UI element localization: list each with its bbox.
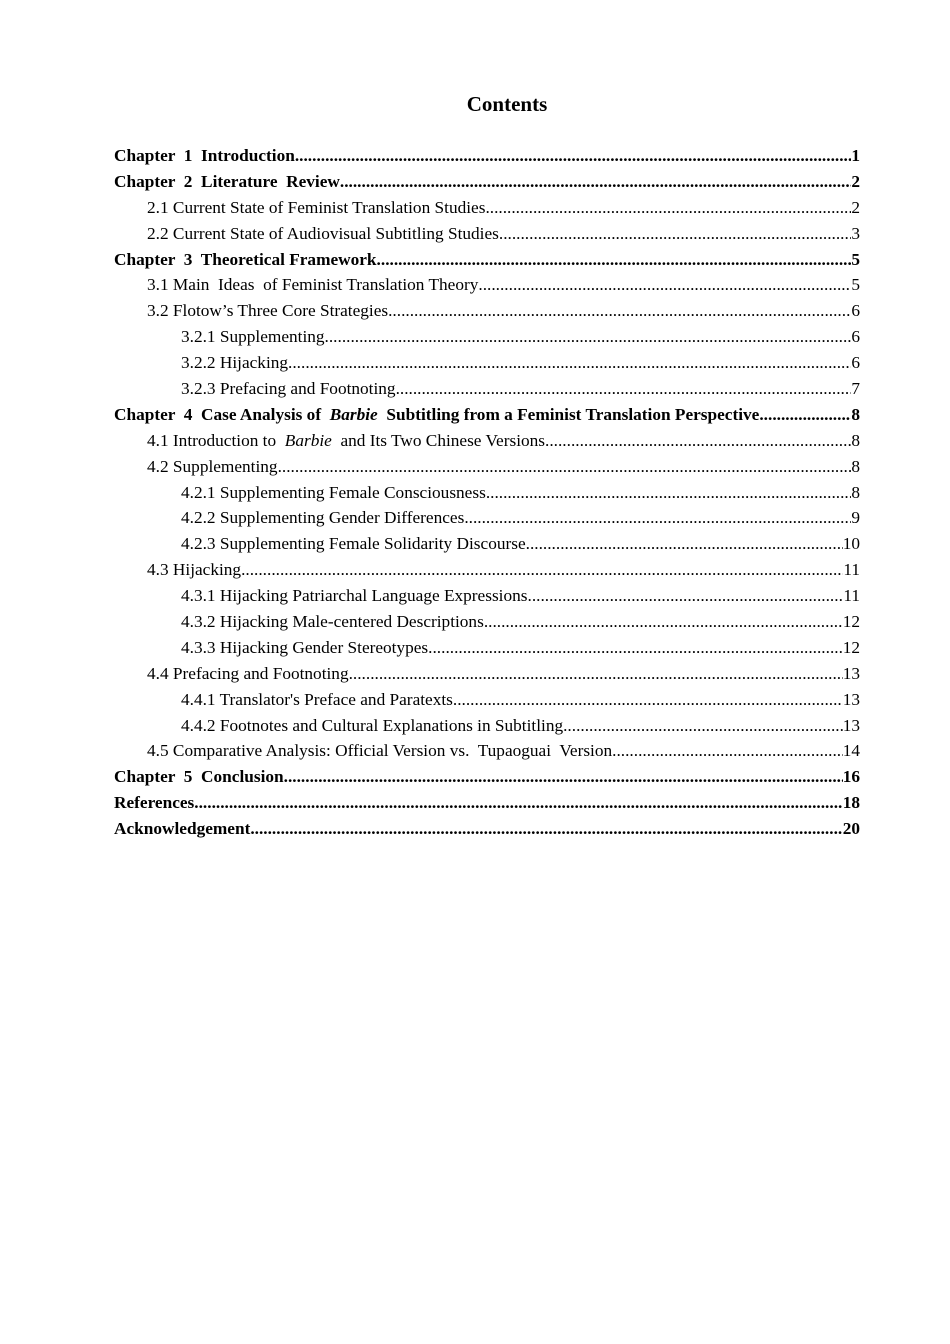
- title-text: 4.3.1 Hijacking Patriarchal Language Expressions: [181, 586, 528, 606]
- dot-leader: [486, 480, 852, 506]
- toc-page-number: 5: [851, 249, 860, 269]
- toc-entry-title: [147, 195, 485, 221]
- toc-page-number: 20: [842, 819, 860, 839]
- toc-page-number: 12: [842, 637, 860, 657]
- toc-entry-title: [181, 505, 464, 531]
- toc-page-number: 1: [851, 146, 860, 165]
- toc-page-number: 10: [842, 534, 860, 554]
- toc-entry-title: [114, 143, 295, 169]
- toc-page-number: 2: [851, 197, 860, 217]
- dot-leader: [612, 738, 843, 764]
- toc-entry-title: [181, 635, 428, 661]
- toc-entry-title: [114, 764, 284, 790]
- toc-entry-title: [147, 557, 241, 583]
- dot-leader: [759, 402, 851, 428]
- toc-entry-title: [181, 376, 396, 402]
- title-text: 4.3.2 Hijacking Male-centered Descriptions: [181, 612, 484, 632]
- title-text: Chapter 5 Conclusion: [114, 767, 284, 787]
- toc-subsection-entry[interactable]: [114, 480, 860, 506]
- dot-leader: [563, 713, 843, 739]
- toc-section-entry[interactable]: [114, 428, 860, 454]
- toc-entry-title: [114, 169, 340, 195]
- toc-section-entry[interactable]: [114, 557, 860, 583]
- title-text: 2.1 Current State of Feminist Translation Studies: [147, 197, 486, 217]
- table-of-contents: [114, 143, 860, 842]
- dot-leader: [388, 298, 851, 324]
- toc-entry-title: [181, 324, 325, 350]
- title-text: 4.3.3 Hijacking Gender Stereotypes: [181, 637, 429, 657]
- title-text: 4.2.2 Supplementing Gender Differences: [181, 508, 465, 528]
- toc-page-number: 8: [851, 430, 860, 450]
- toc-entry-title: [114, 402, 759, 428]
- toc-page-number: 18: [842, 793, 860, 813]
- dot-leader: [194, 790, 842, 816]
- toc-page-number: 12: [842, 612, 860, 632]
- toc-page-number: 9: [851, 508, 860, 528]
- toc-page-number: 14: [842, 741, 860, 761]
- toc-subsection-entry[interactable]: [114, 583, 860, 609]
- toc-page-number: 7: [851, 379, 860, 399]
- toc-entry-title: [114, 816, 250, 842]
- title-text: 4.4 Prefacing and Footnoting: [147, 663, 349, 683]
- dot-leader: [453, 687, 843, 713]
- toc-subsection-entry[interactable]: [114, 609, 860, 635]
- dot-leader: [284, 764, 843, 790]
- title-text: 3.2.2 Hijacking: [181, 353, 289, 373]
- dot-leader: [485, 195, 851, 221]
- toc-entry-title: [181, 609, 484, 635]
- toc-subsection-entry[interactable]: [114, 324, 860, 350]
- toc-entry-title: [181, 531, 526, 557]
- toc-subsection-entry[interactable]: [114, 505, 860, 531]
- title-text: Chapter 4 Case Analysis of: [114, 404, 330, 424]
- toc-chapter-entry[interactable]: [114, 816, 860, 842]
- dot-leader: [250, 816, 842, 842]
- title-text: 3.1 Main Ideas of Feminist Translation Theory: [147, 275, 479, 295]
- toc-page-number: 8: [851, 482, 860, 502]
- italic-title-text: Barbie: [284, 430, 332, 450]
- toc-page-number: 16: [842, 767, 860, 787]
- toc-page-number: 8: [851, 404, 860, 424]
- title-text: 4.4.2 Footnotes and Cultural Explanations in Subtitling: [181, 715, 564, 735]
- toc-page-number: 5: [851, 275, 860, 295]
- toc-chapter-entry[interactable]: [114, 764, 860, 790]
- toc-page-number: 6: [851, 301, 860, 321]
- toc-entry-title: [114, 247, 377, 273]
- toc-entry-title: [147, 738, 612, 764]
- italic-title-text: Barbie: [329, 404, 378, 424]
- toc-page-number: 11: [843, 560, 860, 580]
- toc-entry-title: [114, 790, 194, 816]
- title-text: 4.5 Comparative Analysis: Official Version vs. Tupaoguai Version: [147, 741, 613, 761]
- toc-section-entry[interactable]: [114, 298, 860, 324]
- dot-leader: [349, 661, 843, 687]
- toc-entry-title: [181, 350, 288, 376]
- toc-section-entry[interactable]: [114, 454, 860, 480]
- dot-leader: [528, 583, 844, 609]
- title-text: Chapter 1 Introduction: [114, 146, 295, 165]
- toc-page-number: 13: [842, 663, 860, 683]
- toc-chapter-entry[interactable]: [114, 790, 860, 816]
- toc-page-number: 6: [851, 327, 860, 347]
- title-text: 3.2 Flotow’s Three Core Strategies: [147, 301, 389, 321]
- toc-page-number: 13: [842, 689, 860, 709]
- toc-entry-title: [181, 687, 453, 713]
- toc-entry-title: [147, 454, 278, 480]
- title-text: Acknowledgement: [114, 819, 251, 839]
- contents-title: Contents: [466, 92, 548, 116]
- title-text: 4.2.3 Supplementing Female Solidarity Discourse: [181, 534, 526, 554]
- toc-subsection-entry[interactable]: [114, 350, 860, 376]
- toc-section-entry[interactable]: [114, 661, 860, 687]
- dot-leader: [428, 635, 843, 661]
- toc-page-number: 6: [851, 353, 860, 373]
- toc-entry-title: [147, 661, 349, 687]
- dot-leader: [241, 557, 843, 583]
- toc-subsection-entry[interactable]: [114, 635, 860, 661]
- title-text: 4.1 Introduction to: [147, 430, 285, 450]
- dot-leader: [526, 531, 843, 557]
- toc-section-entry[interactable]: [114, 738, 860, 764]
- toc-entry-title: [147, 221, 499, 247]
- toc-entry-title: [147, 272, 478, 298]
- toc-subsection-entry[interactable]: [114, 531, 860, 557]
- title-text: 2.2 Current State of Audiovisual Subtitling Studies: [147, 223, 499, 243]
- toc-section-entry[interactable]: [114, 272, 860, 298]
- toc-entry-title: [181, 713, 563, 739]
- dot-leader: [478, 272, 851, 298]
- toc-entry-title: [181, 480, 486, 506]
- title-text: References: [114, 793, 195, 813]
- toc-page-number: 11: [843, 586, 860, 606]
- title-text: 4.2 Supplementing: [147, 456, 278, 476]
- toc-chapter-entry[interactable]: [114, 247, 860, 273]
- toc-page-number: 2: [851, 171, 860, 191]
- toc-subsection-entry[interactable]: [114, 376, 860, 402]
- toc-section-entry[interactable]: [114, 195, 860, 221]
- toc-entry-title: [147, 428, 545, 454]
- dot-leader: [295, 143, 852, 169]
- dot-leader: [288, 350, 851, 376]
- toc-section-entry[interactable]: [114, 221, 860, 247]
- toc-page-number: 8: [851, 456, 860, 476]
- title-text: 4.4.1 Translator's Preface and Paratexts: [181, 689, 453, 709]
- title-text: 4.3 Hijacking: [147, 560, 242, 580]
- dot-leader: [464, 505, 851, 531]
- toc-page-number: 13: [842, 715, 860, 735]
- toc-subsection-entry[interactable]: [114, 687, 860, 713]
- dot-leader: [278, 454, 852, 480]
- dot-leader: [340, 169, 851, 195]
- toc-subsection-entry[interactable]: [114, 713, 860, 739]
- dot-leader: [484, 609, 843, 635]
- toc-chapter-entry[interactable]: [114, 143, 860, 169]
- toc-entry-title: [147, 298, 388, 324]
- title-text: 4.2.1 Supplementing Female Consciousness: [181, 482, 486, 502]
- dot-leader: [396, 376, 852, 402]
- toc-entry-title: [181, 583, 528, 609]
- title-text: 3.2.1 Supplementing: [181, 327, 325, 347]
- dot-leader: [545, 428, 851, 454]
- dot-leader: [377, 247, 852, 273]
- toc-chapter-entry[interactable]: [114, 169, 860, 195]
- title-text: Subtitling from a Feminist Translation Perspective: [377, 404, 760, 424]
- title-text: Chapter 2 Literature Review: [114, 171, 340, 191]
- dot-leader: [325, 324, 852, 350]
- toc-page-number: 3: [851, 223, 860, 243]
- title-text: and Its Two Chinese Versions: [331, 430, 546, 450]
- toc-chapter-entry[interactable]: [114, 402, 860, 428]
- dot-leader: [499, 221, 851, 247]
- title-text: Chapter 3 Theoretical Framework: [114, 249, 377, 269]
- title-text: 3.2.3 Prefacing and Footnoting: [181, 379, 396, 399]
